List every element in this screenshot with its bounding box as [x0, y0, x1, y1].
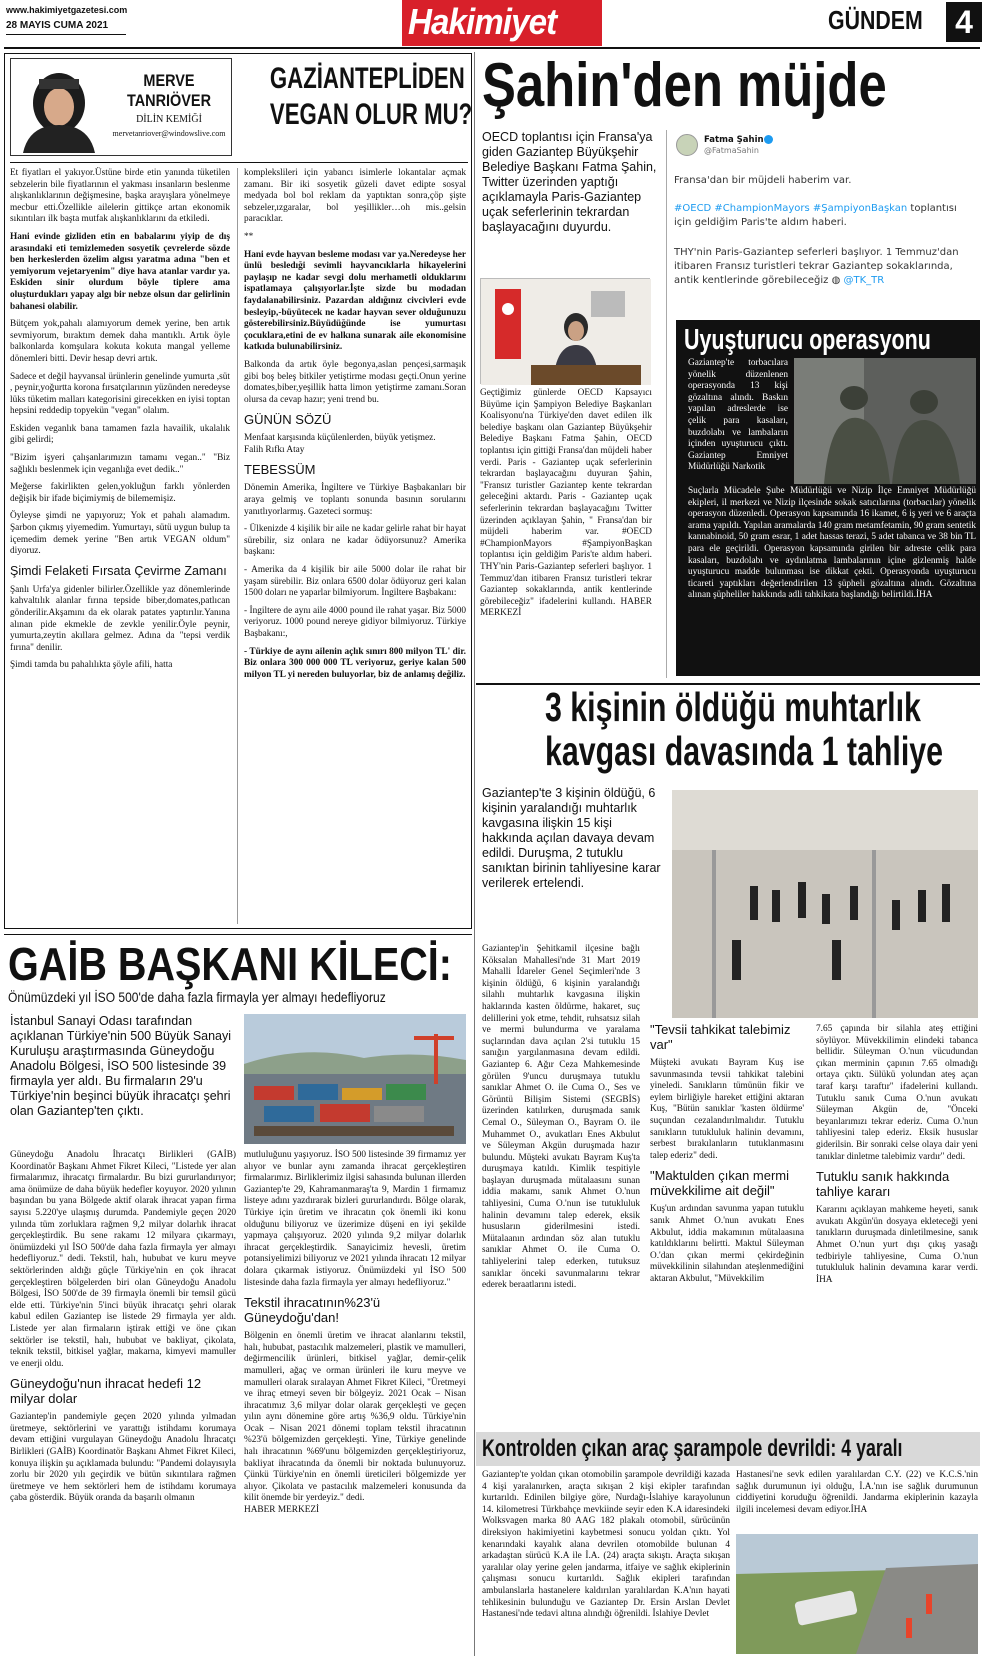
- gaib-col-2: [244, 1150, 466, 1652]
- muhtar-lead: Gaziantep'te 3 kişinin öldüğü, 6 kişinin yaralandığı muhtarlık kavgasına ilişkin 15 kişi hakkında açılan davaya devam edildi. Duruşma, 2 tutuklu sanıktan birinin tahliyesine karar verilerek ertelendi.: [482, 786, 661, 890]
- tweet-author-handle[interactable]: @FatmaSahin: [704, 146, 759, 155]
- quote-of-day-author: Falih Rıfkı Atay: [244, 444, 305, 455]
- tweet-line-2-text: toplantısı için geldiğim Paris'te aldım haberi.: [674, 203, 957, 228]
- column-title-line-1: GAZİANTEPLİDEN: [269, 62, 465, 95]
- logo-text: Hakimiyet: [408, 1, 557, 42]
- author-box: [10, 58, 232, 156]
- tebessum-paragraph: - Türkiye de aynı ailenin açlık sınırı 800 milyon TL' dir. Biz onlara 300 000 000 TL veriyoruz, geriye kalan 500 milyon TL yi nereden buluyorlar, biz de anlamış değiliz.: [244, 646, 466, 680]
- column-paragraph: Eskiden veganlık bana tamamen fazla havailik, ukalalık gibi gelirdi;: [10, 423, 230, 446]
- column-paragraph: Bütçem yok,pahalı alamıyorum demek yerine, ben artık sevmiyorum, bıraktım demek daha mantıklı. Artık öyle balkonlarda komşulara kokuta kokuta mangal yelleme dönemleri bitti. Devir hesap devri artık.: [10, 319, 230, 364]
- column-paragraph: Et fiyatları el yakıyor.Üstüne birde etin yanında tüketilen sebzelerin bile fiyatlarının el yakması insanların beslenme alışkanlıklarının değişmesine, başka arayışlara yönelmeye mecbur etti.Özellikle ailelerin gittikçe artan ekonomik sıkıntıları ilk başta mutfak alışkanlıklarını da etkiledi.: [10, 168, 230, 225]
- gaib-col-1: [10, 1150, 236, 1652]
- tebessum-paragraph: - Ülkenizde 4 kişilik bir aile ne kadar gelirle rahat bir hayat sürebilir, siz onlara ne kadar ödüyorsunuz? Amerika başkanı:: [244, 524, 466, 558]
- page-number: 4: [955, 4, 973, 40]
- muhtar-subheading: "Maktulden çıkan mermi müvekkilime ait değil": [650, 1168, 789, 1199]
- crash-photo: [736, 1534, 978, 1654]
- muhtar-paragraph: Kuş'un ardından savunma yapan tutuklu sanık Ahmet O.'nun avukatı Enes Akbulut, iddia makamının mütalaasına katıldıklarını belirtti. Maktul Süleyman O.'dan çıkan mermi çekirdeğinin müvekkilinin silahından ateşlenmediğini aktaran Akbulut, "Müvekkilim: [650, 1204, 804, 1284]
- tweet-avatar[interactable]: [676, 134, 698, 156]
- port-photo: [244, 1014, 466, 1144]
- tweet-line-3-text: THY'nin Paris-Gaziantep seferleri başlıyor. 1 Temmuz'dan itibaren Fransız turistleri tekrar Gaziantep sokaklarında, antik kentlerinde görebileceğiz: [674, 247, 959, 286]
- column-paragraph: **: [244, 231, 254, 242]
- tweet-mention[interactable]: @TK_TR: [843, 275, 885, 286]
- column-paragraph: Öyleyse şimdi ne yapıyoruz; Yok et pahalı alamadım. Şarbon çıkmış yiyemedim. Yumurtayı, sütü uygun bulup ta içemedim demek yerine "Ben artık VEGAN oldum" diyoruz.: [10, 511, 230, 557]
- issue-date: 28 MAYIS CUMA 2021: [6, 20, 109, 31]
- drug-headline: Uyuşturucu operasyonu: [684, 324, 931, 356]
- tebessum-title: TEBESSÜM: [244, 462, 316, 478]
- kaza-title-bar: [476, 1432, 980, 1466]
- muhtar-col-3: [816, 1024, 978, 1430]
- author-first-name: MERVE: [143, 71, 195, 90]
- gaib-lead: İstanbul Sanayi Odası tarafından açıklanan Türkiye'nin 500 Büyük Sanayi Kuruluşu araştırmasında Güneydoğu Anadolu Bölgesi, İSO 500 listesinde 39 firmayla yer aldı. Bu firmaların 29'u Türkiye'nin beşinci büyük ihracatçı şehri olan Gaziantep'ten çıktı.: [10, 1014, 232, 1118]
- muhtar-col-1: Gaziantep'in Şehitkamil ilçesine bağlı Köksalan Mahallesi'nde 31 Mart 2019 Mahalli İdareler Genel Seçimleri'nde 3 kişinin öldüğü, 6 kişinin yaralandığı silahlı muhtarlık kavgasına ilişkin haklarında kasten öldürme, hakaret, suç delillerini yok etme, tehdit, ruhsatsız silah ve mermi bulundurma ve yaralama suçlarından dava açılan 2'si tutuklu 15 sanığın yargılanmasına devam edildi. Gaziantep 6. Ağır Ceza Mahkemesinde görülen 9'uncu duruşmaya tutuklu sanıklar Ahmet O. ile Cuma O., Ses ve Görüntü Bilişim Sistemi (SEGBİS) üzerinden katılırken, duruşmada sanık Cemal O., Süleyman O., Bayram O. ile Muhammet O., avukatları Enes Akbulut ve Süleyman Akgün duruşmada hazır bulundu. Müşteki avukatı Bayram Kuş'ta duruşmaya katıldı. Kimlik tespitiyle başlayan duruşmada mütalaasını sunan iddia makamı, sanık Ahmet O.'nun tahliyesini, Cuma O.'nun ise tutukluluk halinin devamını talep ederek, eksik hususların giderilmesini istedi. Mütalaanın ardından söz alan tutuklu sanıklar Ahmet O. ile Cuma O. tahliyelerini talep ederken, tutuksuz sanıklar önceki savunmalarını tekrar ederek beraatlarını istedi.: [482, 944, 640, 1291]
- gaib-subtitle: Önümüzdeki yıl İSO 500'de daha fazla firmayla yer almayı hedefliyoruz: [8, 989, 386, 1005]
- tweet-author-name[interactable]: Fatma Şahin: [704, 135, 764, 145]
- quote-of-day-text: Menfaat karşısında küçülenlerden, büyük yetişmez.: [244, 433, 436, 444]
- gaib-paragraph: Gaziantep'in pandemiyle geçen 2020 yılında yılmadan üretmeye, sektörlerini ve yarattığı istihdamı korumaya devam ettiğini vurgulayan Güneydoğu Anadolu İhracatçı Birlikleri (GAİB) Koordinatör Başkanı Ahmet Fikret Kileci, konuya ilişkin şu açıklamada bulundu: "Pandemi dolayısıyla zorlu bir 2020 yılı geçirdik ve bütün sıkıntılara rağmen üretmeye ve hem sektörleri hem de istihdamı korumaya çaba gösterdik. Büyük oranda da başarılı olmanın: [10, 1412, 236, 1504]
- courtroom-photo: [672, 790, 978, 1018]
- gaib-subheading: Güneydoğu'nun ihracat hedefi 12 milyar dolar: [10, 1376, 202, 1407]
- column-paragraph: Sadece et değil hayvansal ürünlerin genelinde yumurta ,süt , peynir,yoğurtta korona fırsatçılarının yüzünden neredeyse lüks tüketim malları kategorisini girecekken en iyisi toptan hepsini reddedip topyekün "vegan" olalım.: [10, 371, 230, 417]
- sahin-body: Geçtiğimiz günlerde OECD Kapsayıcı Büyüme için Şampiyon Belediye Başkanları Koalisyonu'na Türkiye'den davet edilen ilk belediye başkanı olan Gaziantep Büyükşehir Belediye Başkanı Fatma Şahin, OECD toplantısı için gittiği Fransa'dan müjdeli haber verdi. Paris - Gaziantep uçak seferlerinin tekrardan başlayacağını duyuran Şahin, "Fransız turistler Gaziantep kente tekrardan geleceğini aktardı. Paris - Gaziantep uçak seferlerinin tekrardan başlayacağını Twitter üzerinden açıklayan Şahin, " Fransa'dan bir müjdeli haberim var. #OECD #ChampionMayors #ŞampiyonBaşkan toplantısı için geldiğim Paris'te aldım haberi. THY'nin Paris-Gaziantep seferleri başlıyor. 1 Temmuz'dan itibaren Fransız turistleri tekrar Gaziantep sokaklarında, antik kentlerinde görebileceğiz" ifadelerini kullandı. HABER MERKEZİ: [480, 388, 652, 619]
- muhtar-col-2: [650, 1022, 804, 1430]
- muhtar-paragraph: Kararını açıklayan mahkeme heyeti, sanık avukatı Akgün'ün dosyaya ekleteceği yeni tanıkların duruşmada dinletilmesine, sanık Ahmet O.'nun yurt dışı çıkış yasağı tedbiriyle tahliyesine, Cuma O.'nun tutukluluk halinin devamına karar verdi. İHA: [816, 1205, 978, 1285]
- newspaper-logo: [402, 0, 602, 46]
- drug-box: [676, 320, 980, 676]
- kaza-col-1: Gaziantep'te yoldan çıkan otomobilin şarampole devrildiği kazada 4 kişi yaralanırken, araçta sıkışan 2 kişi ekipler tarafından kurtarıldı. Edinilen bilgiye göre, Nurdağı-İslahiye karayolunun 14. kilometresi Türkbahçe mevkiinde seyir eden K.A idaresindeki Wolksvagen marka 80 AAG 182 plakalı otomobil, sürücünün direksiyon hakimiyetini kaybetmesi sonucu yoldan çıktı. Yol kenarındaki kayalık alana devrilen otomobilde bulunan 4 arkadaştan sürücü K.A ile İ.A. (24) araçta sıkıştı. Araçta sıkışan yaralılar olay yerine gelen jandarma, itfaiye ve sağlık ekiplerinin çalışması sonucu kurtarıldı. Sağlık ekipleri tarafından ambulanslarla hastanelere kaldırılan yaralılardan K.A'nın hayati tehlikesinin bulunduğu ve Gaziantep Dr. Ersin Arslan Devlet Hastanesi'nde tedavi altına alındığı öğrenildi. İslahiye Devlet: [482, 1470, 730, 1620]
- muhtar-subheading: "Tevsii tahkikat talebimiz var": [650, 1022, 791, 1052]
- drug-text-narrow: Gaziantep'te torbacılara yönelik düzenlenen operasyonda 13 kişi gözaltına alındı. Baskın yapılan adreslerde ise çelik para kasaları, buzdolabı ve lambaların içinden uyuşturucu çıktı. Gaziantep Emniyet Müdürlüğü Narkotik: [688, 358, 788, 473]
- column-name: DİLİN KEMİĞİ: [136, 114, 202, 125]
- sahin-lead: OECD toplantısı için Fransa'ya giden Gaziantep Büyükşehir Belediye Başkanı Fatma Şahin, Twitter üzerinden yaptığı açıklamayla Paris-Gaziantep uçak seferlerinin tekrardan başlayacağını duyurdu.: [482, 130, 657, 234]
- tebessum-paragraph: - İngiltere de aynı aile 4000 pound ile rahat yaşar. Biz 5000 veriyoruz. 1000 pound nereye gidiyor bilmiyoruz. Türkiye Başbakanı:,: [244, 605, 466, 639]
- globe-emoji-icon: ◍: [828, 275, 844, 286]
- column-paragraph: Meğerse fakirlikten gelen,yokluğun farklı yönlerden değişik bir ifade biçimiymiş de bilememişiz.: [10, 482, 230, 504]
- section-label: GÜNDEM: [828, 5, 923, 35]
- gaib-paragraph: Bölgenin en önemli üretim ve ihracat alanlarını tekstil, halı, hububat, pastacılık malzemeleri, plastik ve mamulleri, değirmencilik ürünleri, bitkisel yağlar, demir-çelik mamulleri, ağaç ve orman ürünleri ile kuru meyve ve mamulleri olarak sıralayan Ahmet Fikret Kileci, "Üretmeyi ve ihraç etmeyi seven bir bölgeyiz. 2021 Ocak – Nisan ihracatımız 3,6 milyar dolar olarak gerçekleşti ve geçen yılın aynı dönemine göre artış %36,9 oldu. Türkiye'nin Ocak – Nisan 2021 dönemi toplam tekstil ihracatının %23'ü bölgemizden gerçekleşti. Yine, Türkiye genelinde halı ihracatının %69'unu bölgemizden gerçekleştiriyoruz, bakliyat ihracatında da önemli bir noktada bulunuyoruz. Çünkü Türkiye'nin en önemli üreticileri bölgemizde yer alıyor. Çikolata ve pastacılık malzemeleri konusunda da kilit önemde bir yerdeyiz." dedi.: [244, 1331, 466, 1504]
- sahin-headline: Şahin'den müjde: [482, 51, 887, 120]
- gaib-headline: GAİB BAŞKANI KİLECİ:: [8, 938, 452, 990]
- kaza-headline: Kontrolden çıkan araç şarampole devrildi: 4 yaralı: [482, 1435, 903, 1462]
- column-right-text: [244, 168, 466, 926]
- column-paragraph: Şimdi tamda bu pahalılıkta şöyle afili, hatta: [10, 660, 173, 671]
- column-paragraph: komplekslileri için yabancı isimlerle lokantalar açmak zamanı. Bir iki sosyetik güzeli davet edipte sosyal medyada bol bol reklam da yaptıktan sonra,çöp şişte sebzeler,ızgaralar, bol yeşillikler…oh mis..gelsin paracıklar.: [244, 168, 466, 225]
- author-last-name: TANRIÖVER: [126, 91, 212, 110]
- gaib-paragraph: Güneydoğu Anadolu İhracatçı Birlikleri (GAİB) Koordinatör Başkanı Ahmet Fikret Kileci, "Listede yer alan firmalarımız, ihracatçı firmalardır. Bu bizi gururlandırıyor; ama önümüze de daha büyük hedefler koyuyor. 2020 yılının başından bu yana Bölgede aktif olarak ihracat yapan firma sayısı 5.220'ye ulaşmış durumda. Pandemiyle geçen 2020 yılında tüm zorluklara rağmen 9,2 milyar dolarlık ihracat gerçekleştirdik. Bu sene rakamı 12 milyara çıkarmayı, önümüzdeki yıl İSO 500'de daha fazla firmayla yer almayı hedefliyoruz." dedi. Tekstil, halı, hububat ve kuru meyve sektörlerinden aldığı güçle Türkiye'nin en çok ihracat gerçekleştiren bölgelerden biri olan Güneydoğu Anadolu Bölgesi, İSO 500'de de 39 firmayla önemli bir temsil gücü elde etti. Türkiye'nin 5'inci büyük ihracatçı şehri olarak kabul edilen Gaziantep ise listede 29 firmayla yer aldı. Listede yer alan firmaların iştirak ettiği ve öne çıkan sektörler ise tekstil, halı, hububat ve bakliyat, çikolata, teknik tekstil, bitkisel yağlar, makarna, kimyevi mamuller ve enerji oldu.: [10, 1150, 236, 1369]
- muhtar-paragraph: 7.65 çapında bir silahla ateş ettiğini söylüyor. Müvekkilimin elindeki tabanca bellidir. Süleyman O.'nun vücudundan çıkan merminin çapının 7.65 olmadığı ortaya çıktı. Sülükü yolundan ateş açan taraf karşı taraftır" ifadelerini kullandı. Tutuklu sanık Cuma O.'nun avukatı Süleyman Akgün de, "Önceki beyanlarımızı tekrar ederiz. Cuma O.'nun tahliyesini talep ederiz. Eksik hususlar giderilsin. Bir sonraki celse olaya dair yeni tanıklar dinletme talebimiz vardır" dedi.: [816, 1024, 978, 1162]
- kaza-col-2: Hastanesi'ne sevk edilen yaralılardan C.Y. (22) ve K.C.S.'nin sağlık durumunun iyi olduğu, İ.A.'nın ise sağlık durumunun ciddiyetini koruduğu öğrenildi. Jandarma ekiplerinin kazayla ilgili incelemesi devam ediyor.İHA: [736, 1470, 978, 1515]
- column-paragraph: Hani evinde gizliden etin en babalarını yiyip de dış arasındaki eti temizlemeden sosyetik çevrelerde sözde ben herkeslerden özelim algısı yaratma adına "ben et yemiyorum vejetaryenim" diye hava atanlar vardır ya. Eskiden sinir olurdum böyle tiplere ama oluşturdukları yapay algı bir nebze olsun dar gelirlinin bahanesi olabilir.: [10, 231, 230, 312]
- tweet-hashtags[interactable]: #OECD #ChampionMayors #ŞampiyonBaşkan: [674, 203, 908, 214]
- muhtar-subheading: Tutuklu sanık hakkında tahliye kararı: [816, 1169, 950, 1200]
- column-subheading: Şimdi Felaketi Fırsata Çevirme Zamanı: [10, 563, 227, 578]
- author-email[interactable]: mervetanriover@windowslive.com: [112, 129, 226, 138]
- sahin-photo: [480, 278, 650, 384]
- gaib-signature: HABER MERKEZİ: [244, 1505, 320, 1516]
- tweet-line-1: Fransa'dan bir müjdeli haberim var.: [674, 175, 852, 186]
- column-left-text: [10, 168, 230, 926]
- column-title-line-2: VEGAN OLUR MU?: [269, 98, 473, 131]
- tweet-card[interactable]: [674, 132, 976, 310]
- tebessum-paragraph: Dönemin Amerika, İngiltere ve Türkiye Başbakanları bir araya gelmiş ve toplantı sonunda basının sorularını yanıtlıyorlarmış. Gazeteci sormuş:: [244, 483, 466, 517]
- gaib-paragraph: mutluluğunu yaşıyoruz. İSO 500 listesinde 39 firmamız yer alıyor ve bunlar aynı zamanda ihracat gerçekleştiren firmalarımız. Birliklerimiz ilgisi sahasında bulunan illerden Gaziantep'te 29, Kahramanmaraş'ta 9, Mardin 1 firmamız listeye adını yazdırarak bizleri gururlandırdı. Bölge olarak, Türkiye için üretim ve ihracatın çok önemli iki konu olduğunu biliyoruz ve üzerimize düşeni en iyi şekilde yapmaya çalışıyoruz. 2020 yılında 9,2 milyar dolarlık ihracat gerçekleştirdik. Sanayicimiz hevesli, üretim potansiyelimizi biliyoruz ve 2021 yılında ihracatı 12 milyar dolara çıkarmak istiyoruz. Önümüzdeki yıl İSO 500 listesinde daha fazla firmayla yer almayı hedefliyoruz.": [244, 1150, 466, 1288]
- gaib-subheading: Tekstil ihracatının%23'ü Güneydoğu'dan!: [244, 1295, 381, 1326]
- muhtar-headline-line-1: 3 kişinin öldüğü muhtarlık: [545, 684, 921, 730]
- tweet-line-2: [674, 202, 974, 230]
- site-url[interactable]: www.hakimiyetgazetesi.com: [6, 5, 128, 15]
- author-photo: [13, 61, 105, 153]
- drug-text-wide: Suçlarla Mücadele Şube Müdürlüğü ve Nizip İlçe Emniyet Müdürlüğü ekipleri, il merkezi ve Nizip ilçesinde sokak satıcılarına (torbacılar) yönelik operasyon düzenledi. Operasyon kapsamında 16 ikamet, 6 iş yeri ve 6 araçta arama yapıldı. Yapılan aramalarda 140 gram metamfetamin, 90 gram sentetik kannabinoid, 50 gram esrar, 1 adet hassas terazi, 5 adet tabanca ve 38 bin TL para ele geçirildi. Operasyon kapsamında girilen bir adreste çelik para kasaları, buzdolabı ve aydınlatma lambalarının içine gizlenmiş halde uyuşturucu madde bulunması ise dikkat çekti. Operasyonda uyuşturucu ticareti yaptıkları değerlendirilen 13 şüpheli gözaltına alındı. Gözaltına alınan şüpheliler hakkında adli tahkikata başlandığı belirtildi.İHA: [688, 486, 976, 601]
- column-paragraph: Şanlı Urfa'ya gidenler bilirler.Özellikle yaz dönemlerinde kahvaltılık alanlar fırına tepside biber,domates,patlıcan gönderilir.Akşamını da ek olarak patates yaptırılır.Yanına alınan pide ekmekle de zevkle yenilir.Öyle peynir, yumurta,zeytin akıllara gelmez. Adına da "tepsi verdik fırına" denilir.: [10, 584, 230, 653]
- column-paragraph: Hani evde hayvan besleme modası var ya.Neredeyse her ünlü besledıği sevimli hayvancıklarla hikayelerini paylaşıp ne kadar sevgi dolu merhametli olduklarını ispatlamaya çalışıyorlar.İşte sizde bu modadan faydalanabilirsiniz. Pazardan aldığınız civcivleri evde besleyip,-büyütecek ne kadar hayvan sever olduğunuzu gösterebilirsiniz.Büyüdüğünde ise yumurtası çocuklara,etini de ev halkına sunarak aile ekonomisine katkıda bulunabilirsiniz.: [244, 249, 466, 353]
- column-paragraph: "Bizim işyeri çalışanlarımızın tamamı vegan.." "Biz sağlıklı beslenmek için veganlığa evet dedik..": [10, 453, 230, 475]
- muhtar-paragraph: Müşteki avukatı Bayram Kuş ise savunmasında tevsii tahkikat talebini yineledi. Sanıkların tümünün fikir ve eylem birliğiyle hareket ettiğini aktaran Kuş, "Bütün sanıklar 'kasten öldürme' suçundan cezalandırılmalıdır. Tutuklu sanıkların tutukluluk halinin devamını, serbest bırakılanların tutuklanmasını talep ederiz" dedi.: [650, 1058, 804, 1161]
- drug-photo: [794, 358, 976, 484]
- quote-of-day-title: GÜNÜN SÖZÜ: [244, 412, 332, 428]
- page-number-box: [946, 2, 982, 42]
- muhtar-headline-line-2: kavgası davasında 1 tahliye: [545, 728, 944, 774]
- verified-icon: [764, 135, 773, 144]
- tweet-line-3: [674, 246, 974, 288]
- tebessum-paragraph: - Amerika da 4 kişilik bir aile 5000 dolar ile rahat bir yaşam sürebilir. Biz onlara 6500 dolar ödüyoruz geri kalan 1500 doları ne yaparlar bilmiyorum. İngiltere Başbakanı:: [244, 565, 466, 599]
- column-paragraph: Balkonda da artık öyle begonya,aslan pençesi,sarmaşık gibi boş beleş bitkiler yetiştirme modası geçti.Onun yerine domates,biber,yeşillik hatta limon yetiştirme zamanı.Soran olursa da cevap hazır; yeni trend bu.: [244, 359, 466, 405]
